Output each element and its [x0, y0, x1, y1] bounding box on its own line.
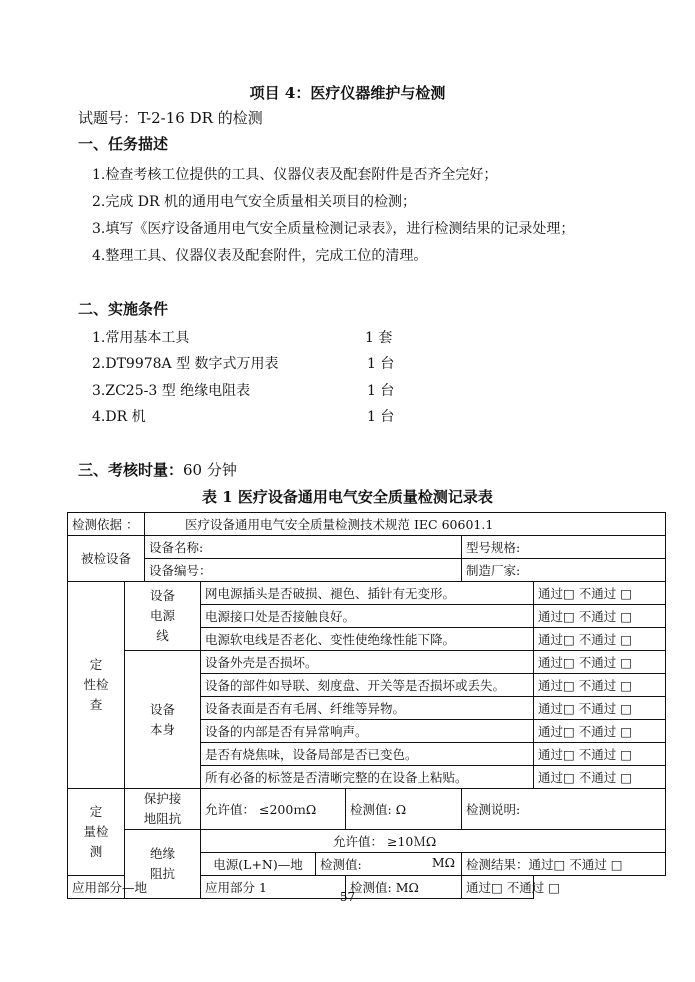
result-checkbox[interactable]: 通过□ 不通过 □: [534, 766, 666, 789]
insulation-row-name: 电源(L+N)—地: [201, 853, 316, 876]
result-checkbox[interactable]: 通过□ 不通过 □: [534, 582, 666, 605]
ground-allowed-value: 允许值： ≤200ｍΩ: [201, 789, 346, 830]
measured-label: 检测值:: [320, 857, 362, 872]
condition-qty-4: 1 台: [367, 409, 395, 425]
section-time: [78, 459, 237, 480]
condition-item-3: 3.ZC25-3 型 绝缘电阻表: [92, 383, 251, 399]
body-label: 设备本身: [125, 651, 201, 789]
condition-qty-1: 1 套: [365, 330, 393, 346]
condition-item-2: 2.DT9978A 型 数字式万用表: [92, 356, 279, 372]
body-item-6: 所有必备的标签是否清晰完整的在设备上粘贴。: [201, 766, 534, 789]
table-row: [68, 559, 666, 582]
body-item-3: 设备表面是否有毛屑、纤维等异物。: [201, 697, 534, 720]
maker-field[interactable]: 制造厂家:: [462, 559, 666, 582]
power-cord-label: 设备电源线: [125, 582, 201, 651]
qualitative-label: 定 性检查: [68, 582, 125, 789]
table-row: [68, 513, 666, 536]
insulation-measured-field[interactable]: [316, 853, 462, 876]
ground-note-field[interactable]: 检测说明:: [462, 789, 666, 830]
insulation-result-checkbox[interactable]: 检测结果：通过□ 不通过 □: [462, 853, 666, 876]
result-checkbox[interactable]: 通过□ 不通过 □: [534, 651, 666, 674]
result-checkbox[interactable]: 通过□ 不通过 □: [534, 674, 666, 697]
task-item-4: 4.整理工具、仪器仪表及配套附件，完成工位的清理。: [92, 248, 428, 264]
task-item-1: 1.检查考核工位提供的工具、仪器仪表及配套附件是否齐全完好；: [92, 167, 498, 183]
task-item-3: 3.填写《医疗设备通用电气安全质量检测记录表》，进行检测结果的记录处理；: [92, 221, 575, 237]
insulation-allowed-value: 允许值： ≥10ＭΩ: [201, 830, 666, 853]
device-no-field[interactable]: 设备编号：: [145, 559, 462, 582]
result-checkbox[interactable]: 通过□ 不通过 □: [534, 743, 666, 766]
table-row: [68, 536, 666, 559]
power-item-1: 网电源插头是否破损、褪色、插针有无变形。: [201, 582, 534, 605]
table-row: [68, 830, 666, 853]
insulation-result-checkbox[interactable]: 通过□ 不通过 □: [462, 876, 534, 899]
condition-item-4: 4.DR 机: [92, 409, 146, 425]
ground-impedance-label: 保护接地阻抗: [125, 789, 201, 830]
condition-item-1: 1.常用基本工具: [92, 330, 190, 346]
task-item-2: 2.完成 DR 机的通用电气安全质量相关项目的检测；: [92, 194, 417, 210]
condition-qty-3: 1 台: [367, 383, 395, 399]
section-conditions-heading: 二、实施条件: [78, 300, 169, 318]
measured-unit: MΩ: [431, 855, 456, 870]
result-checkbox[interactable]: 通过□ 不通过 □: [534, 628, 666, 651]
body-item-4: 设备的内部是否有异常响声。: [201, 720, 534, 743]
ground-measured-field[interactable]: 检测值: Ω: [346, 789, 462, 830]
section-task-heading: 一、任务描述: [78, 135, 169, 153]
basis-label: 检测依据 ：: [68, 513, 145, 536]
page-number: 57: [339, 890, 356, 904]
result-checkbox[interactable]: 通过□ 不通过 □: [534, 720, 666, 743]
body-item-5: 是否有烧焦味，设备局部是否已变色。: [201, 743, 534, 766]
table-caption: 表 1 医疗设备通用电气安全质量检测记录表: [202, 488, 493, 506]
basis-value: 医疗设备通用电气安全质量检测技术规范 IEC 60601.1: [145, 513, 666, 536]
result-checkbox[interactable]: 通过□ 不通过 □: [534, 697, 666, 720]
body-item-2: 设备的部件如导联、刻度盘、开关等是否损坏或丢失。: [201, 674, 534, 697]
condition-qty-2: 1 台: [367, 356, 395, 372]
question-id: 试题号：T-2-16 DR 的检测: [78, 109, 263, 127]
body-item-1: 设备外壳是否损坏。: [201, 651, 534, 674]
quantitative-label: 定 量检测: [68, 789, 125, 876]
model-field[interactable]: 型号规格:: [462, 536, 666, 559]
applied-part-label: 应用部分 1: [201, 876, 346, 899]
device-name-field[interactable]: 设备名称:: [145, 536, 462, 559]
power-item-3: 电源软电线是否老化、变性使绝缘性能下降。: [201, 628, 534, 651]
power-item-2: 电源接口处是否接触良好。: [201, 605, 534, 628]
inspection-record-table: [67, 512, 666, 899]
insulation-measured-field[interactable]: 检测值: MΩ: [346, 876, 462, 899]
page-title: 项目 4：医疗仪器维护与检测: [249, 84, 446, 102]
insulation-label: 绝缘阻抗: [125, 830, 201, 899]
device-label: 被检设备: [68, 536, 145, 582]
section-time-value: 60 分钟: [183, 461, 237, 479]
table-row: [68, 582, 666, 605]
result-checkbox[interactable]: 通过□ 不通过 □: [534, 605, 666, 628]
table-row: [68, 651, 666, 674]
section-time-heading: 三、考核时量：: [78, 461, 184, 479]
insulation-row-name: 应用部分—地: [68, 876, 125, 899]
